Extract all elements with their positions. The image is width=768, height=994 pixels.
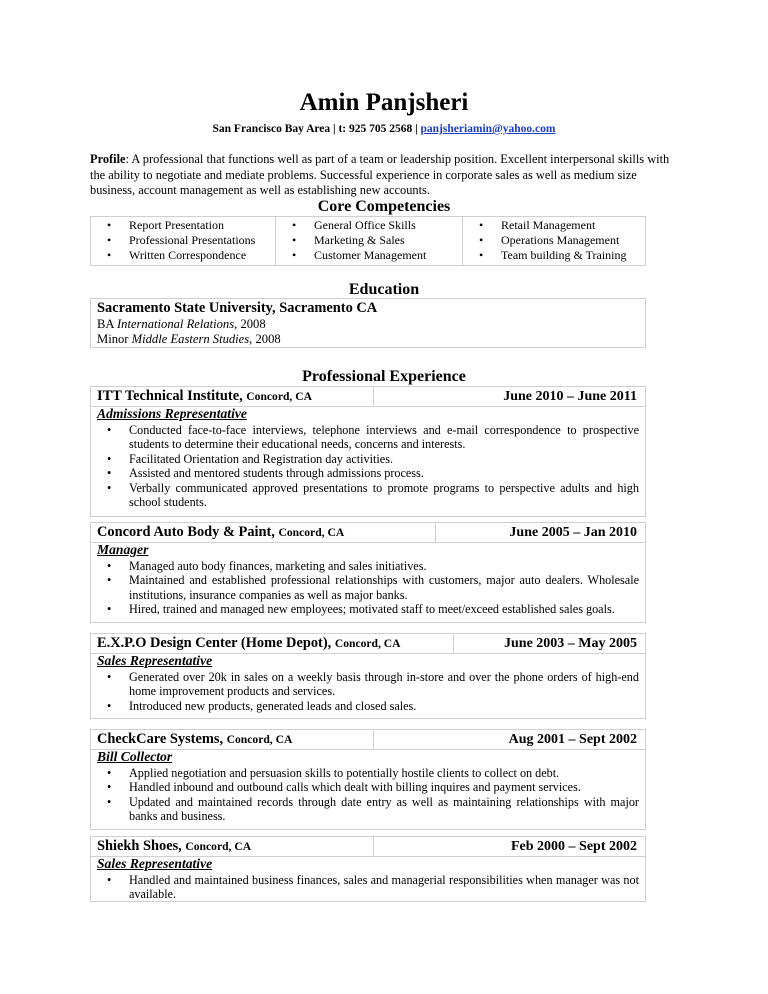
bullet-marker: • [107,873,112,887]
job-role: Admissions Representative [97,406,247,421]
bullet-text: Applied negotiation and persuasion skills to potentially hostile clients to collect on debt. [129,766,560,780]
employer-name [97,388,312,405]
minor-field: Middle Eastern Studies [131,332,250,346]
bullet-text: Handled inbound and outbound calls which dealt with billing inquires and payment services. [129,780,581,795]
job-location: Concord, CA [226,733,293,746]
job-location: Concord, CA [334,637,401,650]
minor-year: , 2008 [249,332,281,346]
competency-label: Operations Management [501,233,620,247]
bullet-marker: • [292,233,297,247]
job-dates: June 2003 – May 2005 [504,636,637,651]
profile-label: Profile [90,152,126,166]
job-location: Concord, CA [246,390,312,403]
candidate-name: Amin Panjsheri [299,89,469,116]
competency-label: Team building & Training [501,248,627,262]
section-title-experience: Professional Experience [302,368,466,385]
competency-label: Professional Presentations [129,233,256,247]
degree-field: International Relations [116,317,235,331]
bullet-marker: • [107,559,112,573]
job-dates: June 2005 – Jan 2010 [509,525,637,540]
bullet-marker: • [479,218,484,232]
competencies-column [463,217,646,266]
bullet-text: Verbally communicated approved presentations to promote programs to perspective adults and high school students. [129,480,639,510]
bullet-marker: • [107,480,112,495]
employer-name [97,838,251,855]
bullet-marker: • [107,233,112,247]
job-location: Concord, CA [185,840,252,853]
job-header [91,523,645,543]
job-dates: June 2010 – June 2011 [503,389,637,404]
bullet-item [91,466,639,480]
education-entry [90,298,646,348]
bullet-text: Managed auto body finances, marketing and sales initiatives. [129,559,427,573]
competency-item [91,248,275,263]
profile-text: : A professional that functions well as part of a team or leadership position. Excellent interpersonal skills with the ability to negotiate and mediate problems. Successful experience in corporate sales as well as medium size business, account management as well as establishing new accounts. [90,152,670,198]
competency-label: General Office Skills [314,218,416,232]
competency-item [276,248,462,263]
job-entry [90,633,646,719]
bullet-item [91,873,639,902]
competency-label: Report Presentation [129,218,224,232]
competency-item [463,218,645,233]
competency-item [91,218,275,233]
job-role: Sales Representative [97,653,213,668]
competencies-table [90,216,646,266]
competency-label: Retail Management [501,218,596,232]
employer-name [97,635,401,652]
bullet-marker: • [107,423,112,437]
competency-item [276,218,462,233]
job-entry [90,522,646,623]
bullet-item [91,670,639,699]
bullet-marker: • [107,451,112,466]
bullet-marker: • [107,670,112,684]
competency-label: Customer Management [314,248,427,262]
job-role: Sales Representative [97,856,213,871]
section-title-competencies: Core Competencies [317,198,451,215]
bullet-text: Facilitated Orientation and Registration day activities. [129,451,393,466]
job-entry [90,729,646,830]
bullet-item [91,699,639,713]
header-divider [373,837,374,856]
job-bullets [91,670,639,713]
job-role: Bill Collector [97,749,173,764]
bullet-marker: • [479,248,484,262]
bullet-marker: • [292,218,297,232]
job-dates: Feb 2000 – Sept 2002 [511,839,637,854]
employer-name [97,524,344,541]
header-divider [435,523,436,542]
job-header [91,634,645,654]
contact-line [0,122,768,136]
bullet-marker: • [292,248,297,262]
competency-item [276,233,462,248]
header-divider [373,730,374,749]
employer-label: Concord Auto Body & Paint, [97,524,279,540]
bullet-item [91,795,639,824]
bullet-marker: • [107,602,112,617]
employer-label: CheckCare Systems, [97,731,227,747]
degree-year: , 2008 [234,317,266,331]
job-bullets [91,766,639,824]
minor-prefix: Minor [97,332,132,346]
bullet-text: Updated and maintained records through date entry as well as maintaining relationships with major banks and business. [129,794,639,824]
employer-label: ITT Technical Institute, [97,388,247,404]
job-location: Concord, CA [278,526,345,539]
bullet-item [91,559,639,573]
bullet-text: Introduced new products, generated leads and closed sales. [129,698,417,713]
bullet-text: Assisted and mentored students through admissions process. [129,466,424,481]
employer-label: Shiekh Shoes, [97,838,186,854]
bullet-item [91,573,639,602]
bullet-item [91,481,639,510]
job-bullets [91,423,639,509]
bullet-text: Maintained and established professional relationships with customers, major auto dealers. Wholesale institutions, insurance companies as well as major banks. [129,573,639,602]
bullet-marker: • [107,698,112,713]
degree-line [97,317,266,332]
job-header [91,387,645,407]
employer-name [97,731,292,748]
bullet-marker: • [107,248,112,262]
bullet-marker: • [479,233,484,247]
competency-item [91,233,275,248]
bullet-marker: • [107,218,112,232]
profile-summary [90,152,680,199]
bullet-item [91,780,639,794]
header-divider [453,634,454,653]
competencies-column [91,217,276,266]
job-entry [90,386,646,517]
header-divider [373,387,374,406]
bullet-text: Conducted face-to-face interviews, telephone interviews and e-mail correspondence to prospective students to determine their educational needs, concerns and interests. [129,423,639,452]
email-link[interactable]: panjsheriamin@yahoo.com [420,123,556,135]
job-bullets [91,559,639,617]
bullet-item [91,452,639,466]
competency-label: Written Correspondence [129,248,247,262]
competency-label: Marketing & Sales [314,233,405,247]
degree-prefix: BA [97,317,117,331]
employer-label: E.X.P.O Design Center (Home Depot), [97,635,335,651]
competency-item [463,233,645,248]
bullet-marker: • [107,780,112,795]
bullet-text: Hired, trained and managed new employees; motivated staff to meet/exceed established sales goals. [129,602,615,617]
bullet-text: Handled and maintained business finances, sales and managerial responsibilities when manager was not available. [129,873,639,902]
minor-line [97,332,281,347]
bullet-marker: • [107,794,112,809]
bullet-item [91,602,639,616]
bullet-marker: • [107,573,112,588]
school-name: Sacramento State University, Sacramento CA [97,300,378,316]
bullet-text: Generated over 20k in sales on a weekly basis through in-store and over the phone orders of high-end home improvement products and services. [129,670,639,699]
job-role: Manager [97,542,149,557]
job-header [91,837,645,857]
job-bullets [91,873,639,902]
contact-details: San Francisco Bay Area | t: 925 705 2568 | [212,123,421,135]
job-header [91,730,645,750]
bullet-marker: • [107,766,112,780]
bullet-item [91,423,639,452]
bullet-marker: • [107,466,112,481]
bullet-item [91,766,639,780]
job-entry [90,836,646,902]
competency-item [463,248,645,263]
competencies-column [276,217,463,266]
section-title-education: Education [348,281,420,298]
job-dates: Aug 2001 – Sept 2002 [508,732,637,747]
